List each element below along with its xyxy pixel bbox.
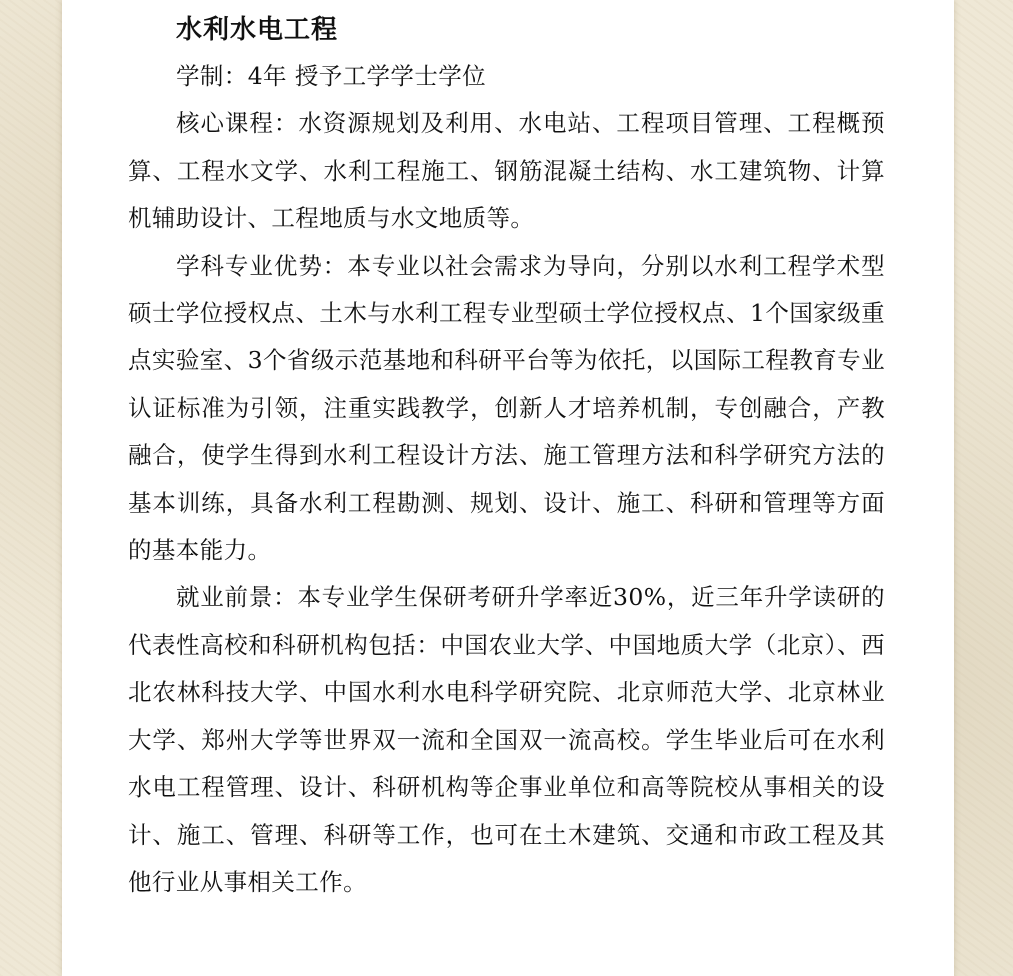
document-content (128, 7, 885, 906)
section-title: 水利水电工程 (176, 15, 339, 45)
duration-paragraph: 学制：4年 授予工学学士学位 (176, 62, 487, 90)
advantages-paragraph: 学科专业优势：本专业以社会需求为导向，分别以水利工程学术型硕士学位授权点、土木与水利工程专业型硕士学位授权点、1个国家级重点实验室、3个省级示范基地和科研平台等为依托，以国际工程教育专业认证标准为引领，注重实践教学，创新人才培养机制，专创融合，产教融合，使学生得到水利工程设计方法、施工管理方法和科学研究方法的基本训练，具备水利工程勘测、规划、设计、施工、科研和管理等方面的基本能力。 (128, 251, 885, 565)
core-courses-paragraph: 核心课程：水资源规划及利用、水电站、工程项目管理、工程概预算、工程水文学、水利工程施工、钢筋混凝土结构、水工建筑物、计算机辅助设计、工程地质与水文地质等。 (128, 109, 885, 233)
prospects-paragraph: 就业前景：本专业学生保研考研升学率近30%，近三年升学读研的代表性高校和科研机构包括：中国农业大学、中国地质大学（北京）、西北农林科技大学、中国水利水电科学研究院、北京师范大学、北京林业大学、郑州大学等世界双一流和全国双一流高校。学生毕业后可在水利水电工程管理、设计、科研机构等企事业单位和高等院校从事相关的设计、施工、管理、科研等工作，也可在土木建筑、交通和市政工程及其他行业从事相关工作。 (128, 583, 885, 896)
